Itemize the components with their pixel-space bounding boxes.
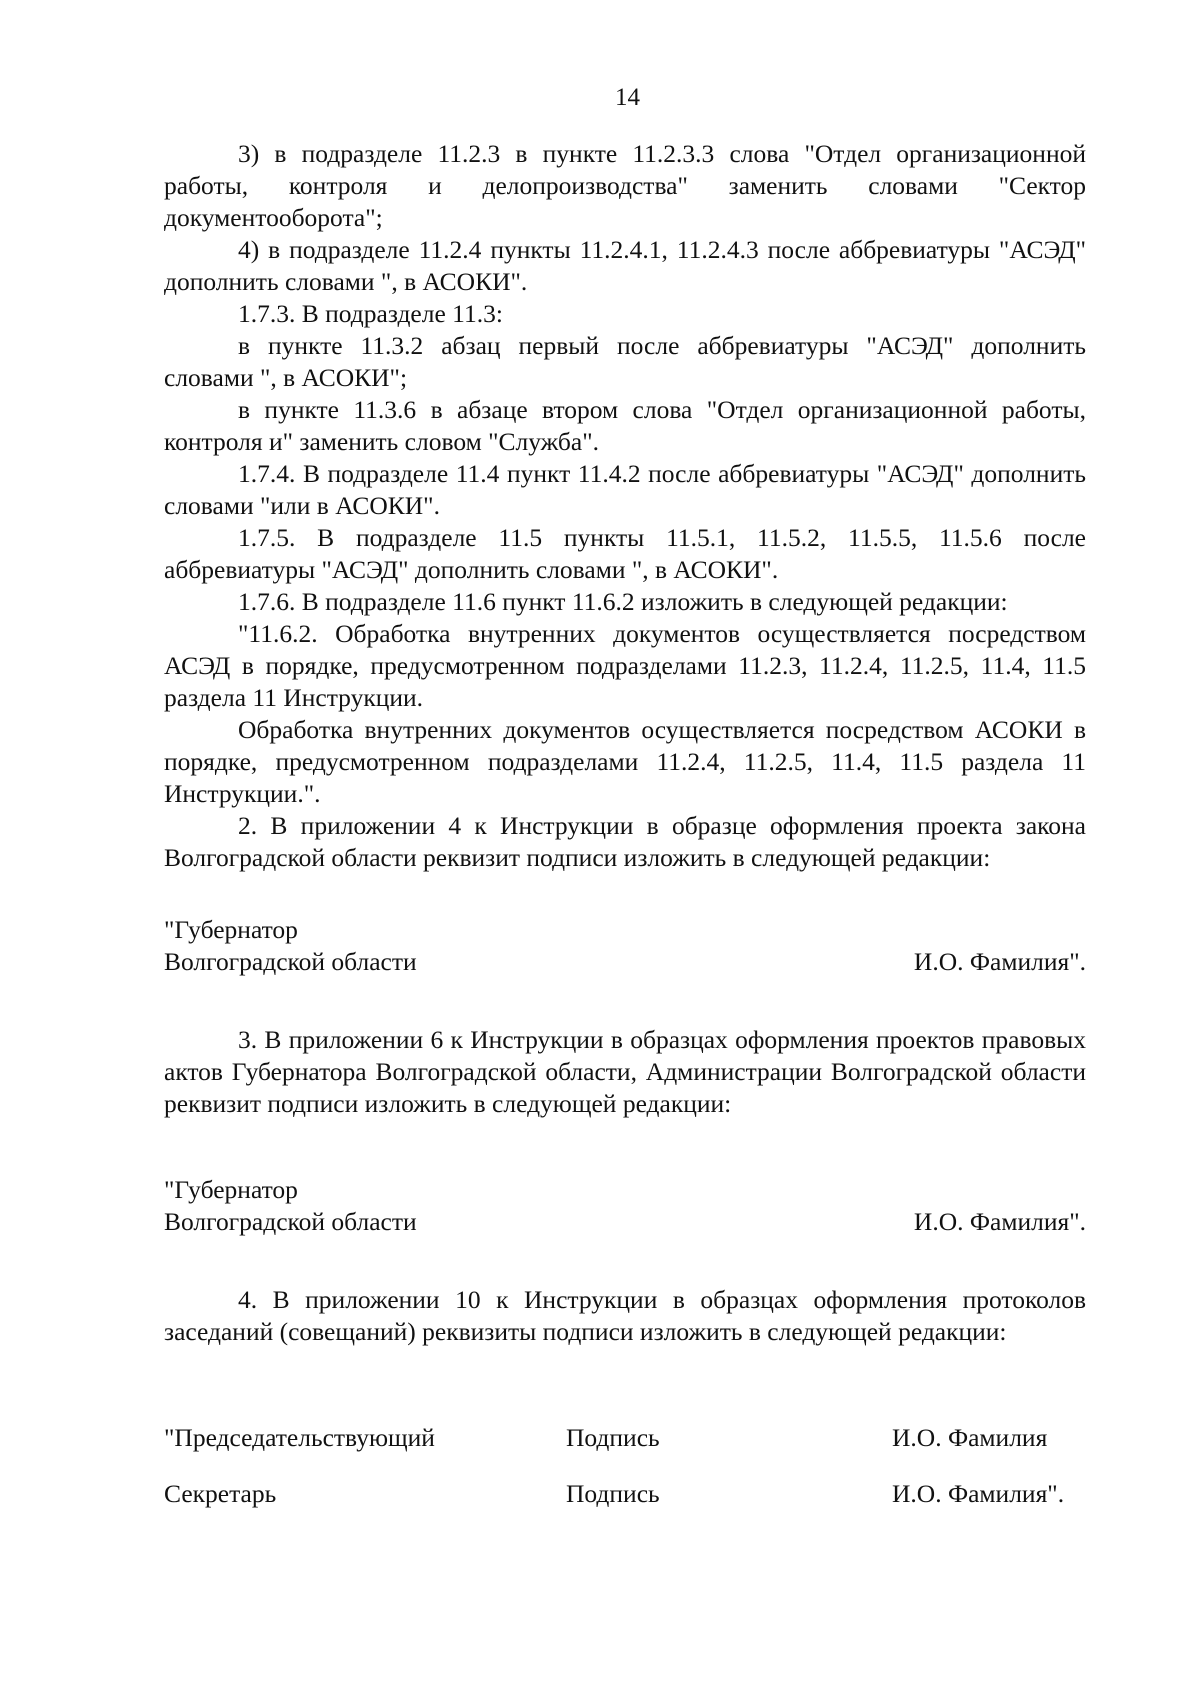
spacer [164,1238,1086,1284]
spacer [164,978,1086,1024]
paragraph: "11.6.2. Обработка внутренних документов осуществляется посредством АСЭД в порядке, предусмотренном подразделами 11.2.3, 11.2.4, 11.2.5, 11.4, 11.5 раздела 11 Инструкции. [164,619,1086,712]
paragraph: 3) в подразделе 11.2.3 в пункте 11.2.3.3 слова "Отдел организационной работы, контроля и делопроизводства" заменить словами "Сектор документооборота"; [164,139,1086,232]
paragraph: Обработка внутренних документов осуществляется посредством АСОКИ в порядке, предусмотренном подразделами 11.2.4, 11.2.5, 11.4, 11.5 раздела 11 Инструкции.". [164,715,1086,808]
protocol-signature-row [164,1422,1086,1454]
signature-row [164,1206,1086,1238]
signature-title: "Губернатор [164,1175,298,1204]
signature-name: И.О. Фамилия". [913,947,1086,976]
protocol-role: "Председательствующий [164,1423,435,1452]
protocol-signature-row [164,1478,1086,1510]
spacer [164,1120,1086,1174]
protocol-signature: Подпись [566,1423,660,1452]
document-body [164,138,1086,1510]
paragraph: в пункте 11.3.6 в абзаце втором слова "Отдел организационной работы, контроля и" заменить словом "Служба". [164,395,1086,456]
paragraph: 1.7.4. В подразделе 11.4 пункт 11.4.2 после аббревиатуры "АСЭД" дополнить словами "или в АСОКИ". [164,459,1086,520]
paragraph: 2. В приложении 4 к Инструкции в образце оформления проекта закона Волгоградской области реквизит подписи изложить в следующей редакции: [164,811,1086,872]
paragraph: 1.7.3. В подразделе 11.3: [238,299,503,328]
page-number: 14 [615,84,640,111]
protocol-name: И.О. Фамилия". [892,1479,1065,1508]
signature-name: И.О. Фамилия". [913,1207,1086,1236]
paragraph: 4. В приложении 10 к Инструкции в образцах оформления протоколов заседаний (совещаний) реквизиты подписи изложить в следующей редакции: [164,1285,1086,1346]
paragraph: 1.7.5. В подразделе 11.5 пункты 11.5.1, 11.5.2, 11.5.5, 11.5.6 после аббревиатуры "АСЭД" дополнить словами ", в АСОКИ". [164,523,1086,584]
spacer [164,1348,1086,1422]
signature-region: Волгоградской области [164,1207,417,1236]
protocol-name: И.О. Фамилия [892,1423,1048,1452]
signature-title: "Губернатор [164,915,298,944]
paragraph: 4) в подразделе 11.2.4 пункты 11.2.4.1, 11.2.4.3 после аббревиатуры "АСЭД" дополнить словами ", в АСОКИ". [164,235,1086,296]
signature-block-governor [164,1174,1086,1238]
signature-region: Волгоградской области [164,947,417,976]
spacer [164,874,1086,914]
protocol-role: Секретарь [164,1479,277,1508]
paragraph: 3. В приложении 6 к Инструкции в образцах оформления проектов правовых актов Губернатора Волгоградской области, Администрации Волгоградской области реквизит подписи изложить в следующей редакции: [164,1025,1086,1118]
paragraph: 1.7.6. В подразделе 11.6 пункт 11.6.2 изложить в следующей редакции: [238,587,1008,616]
paragraph: в пункте 11.3.2 абзац первый после аббревиатуры "АСЭД" дополнить словами ", в АСОКИ"; [164,331,1086,392]
signature-row [164,946,1086,978]
spacer [164,1454,1086,1478]
signature-block-governor [164,914,1086,978]
protocol-signature: Подпись [566,1479,660,1508]
